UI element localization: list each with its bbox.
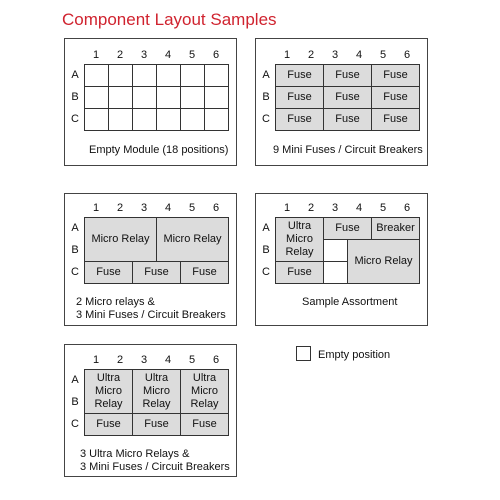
component-label: Fuse: [144, 418, 169, 430]
fuse: [275, 64, 324, 87]
row-header: C: [71, 418, 79, 430]
row-header: C: [262, 113, 270, 125]
caption-line: 2 Micro relays &: [76, 296, 155, 308]
component-label: Fuse: [287, 266, 312, 278]
column-header: 2: [116, 202, 124, 214]
fuse: [323, 217, 372, 240]
component-label: Ultra Micro Relay: [285, 220, 314, 258]
component-label: Fuse: [335, 222, 360, 234]
column-header: 6: [212, 49, 220, 61]
caption-ultra-micro-relays: [80, 448, 230, 474]
row-header: B: [71, 244, 79, 256]
caption-empty-module: Empty Module (18 positions): [89, 144, 229, 156]
caption-line: 3 Ultra Micro Relays &: [80, 448, 190, 460]
row-header: C: [71, 266, 79, 278]
column-header: 6: [403, 202, 411, 214]
component-label: Fuse: [96, 418, 121, 430]
row-header: A: [71, 222, 79, 234]
column-header: 5: [188, 202, 196, 214]
breaker: [371, 217, 420, 240]
row-header: C: [71, 113, 79, 125]
component-label: Fuse: [96, 266, 121, 278]
column-header: 6: [212, 354, 220, 366]
column-header: 4: [164, 202, 172, 214]
column-header: 4: [164, 49, 172, 61]
row-header: A: [71, 374, 79, 386]
column-header: 2: [116, 49, 124, 61]
component-label: Fuse: [144, 266, 169, 278]
fuse: [323, 86, 372, 109]
empty-position: [180, 108, 205, 131]
component-label: Ultra Micro Relay: [94, 372, 123, 410]
empty-position: [156, 64, 181, 87]
empty-position: [84, 86, 109, 109]
column-header: 2: [116, 354, 124, 366]
component-label: Fuse: [335, 69, 360, 81]
column-header: 2: [307, 202, 315, 214]
row-header: B: [71, 396, 79, 408]
column-header: 1: [92, 202, 100, 214]
empty-position: [156, 108, 181, 131]
empty-position: [204, 108, 229, 131]
row-header: A: [71, 69, 79, 81]
column-header: 5: [379, 49, 387, 61]
micro-relay: [347, 239, 420, 284]
fuse: [371, 86, 420, 109]
caption-line: 3 Mini Fuses / Circuit Breakers: [76, 309, 226, 321]
component-label: Fuse: [335, 113, 360, 125]
empty-position: [323, 261, 348, 284]
row-header: B: [262, 91, 270, 103]
micro-relay: [156, 217, 229, 262]
empty-position: [204, 64, 229, 87]
caption-micro-relays: [76, 296, 226, 322]
component-label: Ultra Micro Relay: [142, 372, 171, 410]
column-header: 3: [140, 202, 148, 214]
fuse: [275, 261, 324, 284]
empty-position: [204, 86, 229, 109]
component-label: Micro Relay: [163, 233, 222, 245]
empty-position: [180, 86, 205, 109]
fuse: [132, 413, 181, 436]
component-label: Fuse: [335, 91, 360, 103]
fuse: [132, 261, 181, 284]
component-label: Micro Relay: [354, 255, 413, 267]
column-header: 5: [188, 49, 196, 61]
component-label: Micro Relay: [91, 233, 150, 245]
column-header: 5: [379, 202, 387, 214]
column-header: 2: [307, 49, 315, 61]
row-header: A: [262, 222, 270, 234]
column-header: 3: [140, 49, 148, 61]
fuse: [323, 64, 372, 87]
fuse: [84, 261, 133, 284]
empty-position: [108, 108, 133, 131]
component-label: Fuse: [192, 418, 217, 430]
column-header: 5: [188, 354, 196, 366]
column-header: 3: [331, 202, 339, 214]
caption-sample-assortment: Sample Assortment: [302, 296, 398, 308]
micro-relay: [84, 217, 157, 262]
empty-position: [132, 86, 157, 109]
column-header: 4: [355, 49, 363, 61]
column-header: 1: [92, 49, 100, 61]
ultra-micro-relay: [180, 369, 229, 414]
component-label: Fuse: [383, 113, 408, 125]
ultra-micro-relay: [132, 369, 181, 414]
empty-position: [156, 86, 181, 109]
caption-nine-fuses: 9 Mini Fuses / Circuit Breakers: [273, 144, 423, 156]
ultra-micro-relay: [275, 217, 324, 262]
ultra-micro-relay: [84, 369, 133, 414]
component-label: Fuse: [383, 69, 408, 81]
component-label: Fuse: [383, 91, 408, 103]
column-header: 4: [355, 202, 363, 214]
fuse: [371, 64, 420, 87]
row-header: C: [262, 266, 270, 278]
component-label: Breaker: [376, 222, 415, 234]
row-header: B: [262, 244, 270, 256]
component-label: Fuse: [287, 113, 312, 125]
column-header: 6: [212, 202, 220, 214]
empty-position: [132, 108, 157, 131]
column-header: 1: [283, 49, 291, 61]
legend-label: Empty position: [318, 349, 391, 361]
caption-line: 3 Mini Fuses / Circuit Breakers: [80, 461, 230, 473]
column-header: 3: [140, 354, 148, 366]
empty-position-swatch: [296, 346, 311, 361]
empty-position: [108, 86, 133, 109]
component-label: Fuse: [287, 91, 312, 103]
component-label: Ultra Micro Relay: [190, 372, 219, 410]
row-header: A: [262, 69, 270, 81]
column-header: 1: [283, 202, 291, 214]
column-header: 4: [164, 354, 172, 366]
fuse: [323, 108, 372, 131]
fuse: [371, 108, 420, 131]
row-header: B: [71, 91, 79, 103]
empty-position: [180, 64, 205, 87]
page-title: Component Layout Samples: [62, 10, 277, 29]
fuse: [275, 108, 324, 131]
component-label: Fuse: [287, 69, 312, 81]
empty-position: [323, 239, 348, 262]
empty-position: [132, 64, 157, 87]
empty-position: [84, 64, 109, 87]
column-header: 6: [403, 49, 411, 61]
fuse: [180, 413, 229, 436]
column-header: 3: [331, 49, 339, 61]
fuse: [84, 413, 133, 436]
fuse: [180, 261, 229, 284]
fuse: [275, 86, 324, 109]
empty-position: [108, 64, 133, 87]
column-header: 1: [92, 354, 100, 366]
component-label: Fuse: [192, 266, 217, 278]
empty-position: [84, 108, 109, 131]
